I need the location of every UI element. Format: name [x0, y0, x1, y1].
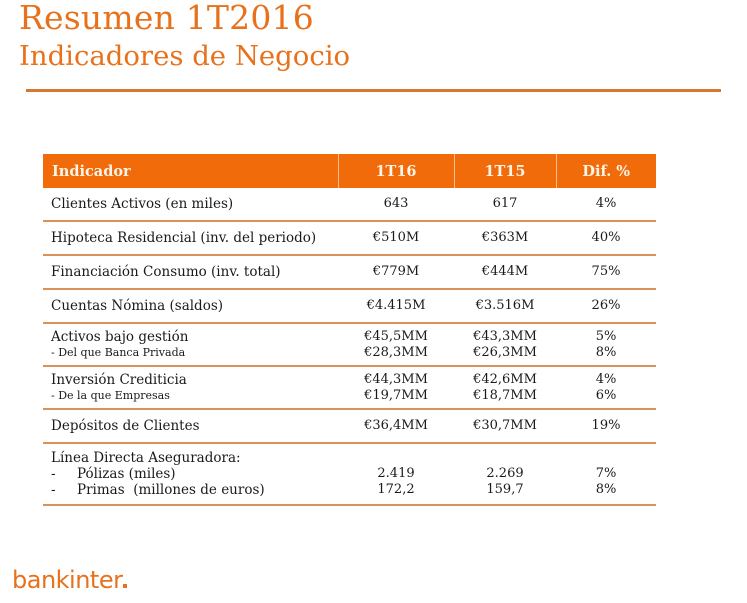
table-row [43, 409, 656, 443]
value-1t16: €45,5MM [364, 329, 428, 344]
value-1t16: 172,2 [377, 482, 415, 497]
column-header-dif: Dif. % [556, 154, 656, 188]
row-label: Línea Directa Aseguradora: [51, 450, 241, 466]
value-dif: 40% [591, 230, 621, 245]
table-header-row [43, 154, 656, 188]
list-item [51, 482, 338, 498]
page-title: Resumen 1T2016 [19, 0, 314, 37]
column-header-1t15: 1T15 [454, 154, 556, 188]
value-1t15: €30,7MM [473, 418, 537, 433]
value-dif: 7% [595, 466, 617, 481]
row-label: Hipoteca Residencial (inv. del periodo) [51, 230, 317, 246]
value-1t15: 159,7 [486, 482, 524, 497]
row-label: Activos bajo gestión [51, 329, 189, 345]
value-dif: 4% [595, 196, 617, 211]
value-1t15: €3.516M [475, 298, 535, 313]
row-label: Financiación Consumo (inv. total) [51, 264, 281, 280]
dash-bullet: - [51, 466, 56, 482]
subvalue-1t15: €18,7MM [473, 388, 537, 403]
table-row [43, 323, 656, 366]
value-1t15: 2.269 [486, 466, 524, 481]
table-row [43, 289, 656, 323]
row-label: Depósitos de Clientes [51, 418, 200, 434]
value-dif: 19% [591, 418, 621, 433]
row-sublabel: - De la que Empresas [51, 389, 170, 402]
value-1t15: 617 [492, 196, 518, 211]
value-1t15: €43,3MM [473, 329, 537, 344]
value-1t15: €42,6MM [473, 372, 537, 387]
table-row [43, 221, 656, 255]
subvalue-dif: 8% [595, 345, 617, 360]
table-row [43, 255, 656, 289]
subvalue-1t16: €19,7MM [364, 388, 428, 403]
value-dif: 8% [595, 482, 617, 497]
title-divider [26, 89, 721, 92]
table-row [43, 366, 656, 409]
item-label: Pólizas (miles) [77, 466, 176, 482]
value-1t15: €363M [481, 230, 529, 245]
row-sublabel: - Del que Banca Privada [51, 346, 186, 359]
subvalue-1t15: €26,3MM [473, 345, 537, 360]
value-1t16: €779M [372, 264, 420, 279]
subvalue-1t16: €28,3MM [364, 345, 428, 360]
value-1t16: €36,4MM [364, 418, 428, 433]
dash-bullet: - [51, 482, 56, 498]
page-subtitle: Indicadores de Negocio [19, 40, 351, 72]
logo-text: bankinter [12, 566, 123, 594]
subvalue-dif: 6% [595, 388, 617, 403]
item-label: Primas (millones de euros) [77, 482, 265, 498]
value-1t16: €4.415M [366, 298, 426, 313]
row-label: Clientes Activos (en miles) [51, 196, 234, 212]
value-dif: 4% [595, 372, 617, 387]
value-dif: 26% [591, 298, 621, 313]
logo-dot-icon [123, 584, 127, 588]
bankinter-logo [12, 566, 127, 594]
row-label: Cuentas Nómina (saldos) [51, 298, 224, 314]
table-row [43, 188, 656, 221]
value-1t16: €44,3MM [364, 372, 428, 387]
value-1t16: €510M [372, 230, 420, 245]
business-indicators-table [43, 154, 656, 506]
spacer [454, 450, 556, 466]
column-header-1t16: 1T16 [338, 154, 454, 188]
row-label: Inversión Crediticia [51, 372, 187, 388]
table-row [43, 443, 656, 505]
value-1t16: 2.419 [377, 466, 415, 481]
value-1t16: 643 [383, 196, 409, 211]
spacer [338, 450, 454, 466]
column-header-indicador: Indicador [43, 154, 338, 188]
spacer [556, 450, 656, 466]
list-item [51, 466, 338, 482]
value-dif: 5% [595, 329, 617, 344]
value-dif: 75% [591, 264, 621, 279]
value-1t15: €444M [481, 264, 529, 279]
